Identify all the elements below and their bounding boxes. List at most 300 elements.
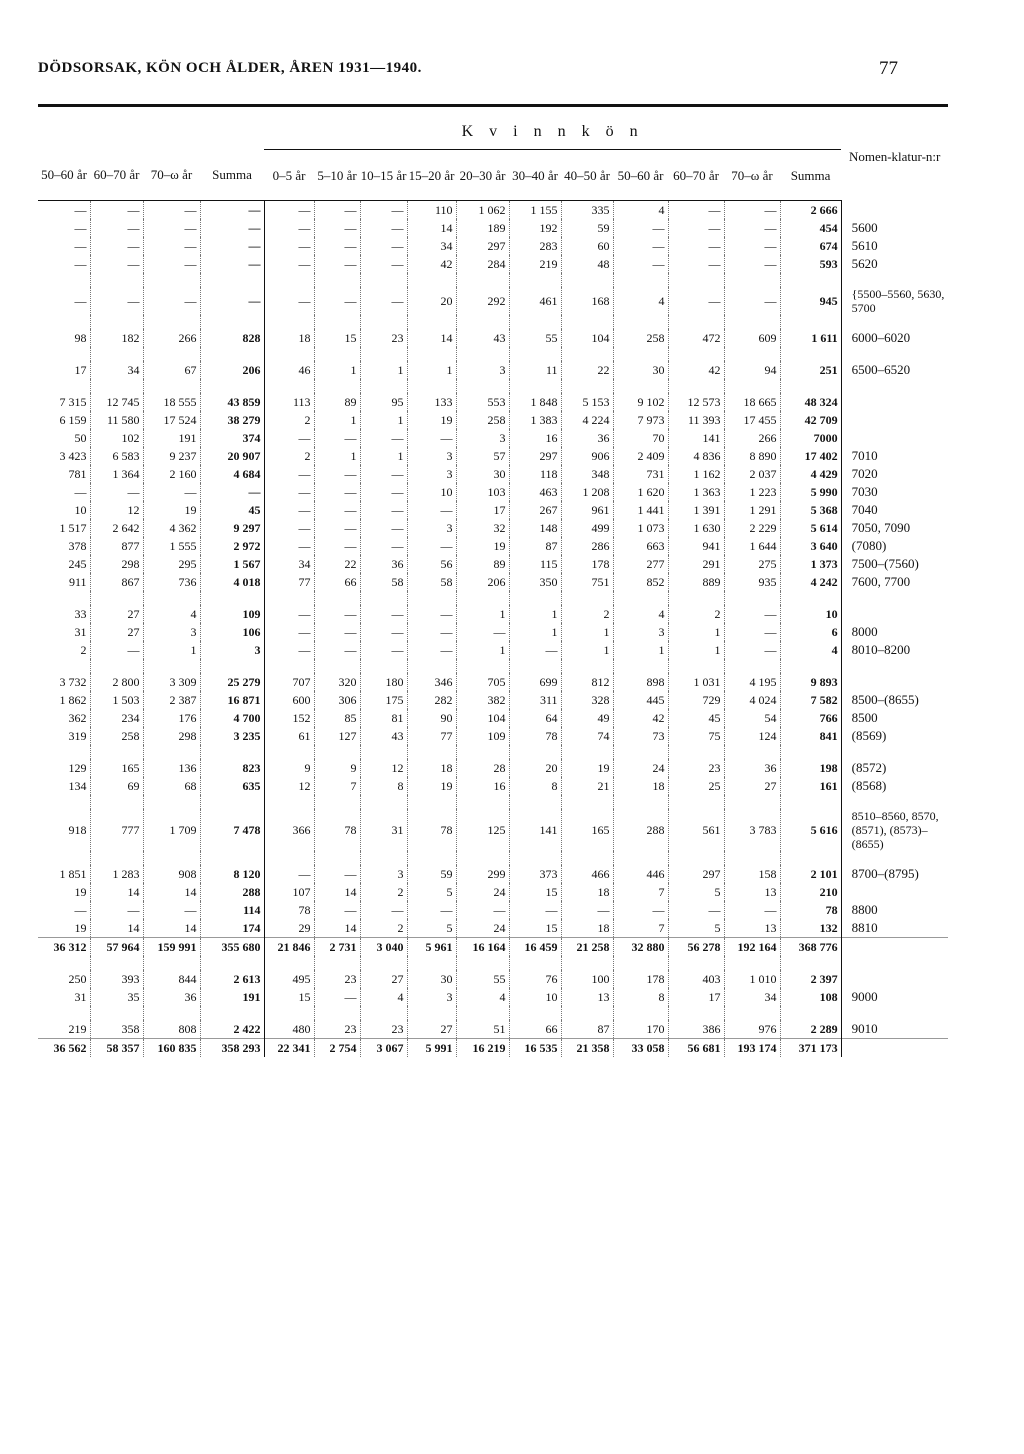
nomenclature-cell: 8700–(8795) [841, 865, 948, 883]
table-cell [360, 795, 407, 809]
table-cell: 17 524 [143, 411, 200, 429]
table-cell: 366 [264, 809, 314, 851]
table-cell: 73 [613, 727, 668, 745]
table-cell: 311 [509, 691, 561, 709]
header-rule [38, 104, 948, 107]
table-cell: 23 [360, 329, 407, 347]
table-cell: 1 517 [59, 521, 87, 535]
nomenclature-cell [841, 938, 948, 957]
table-cell: 561 [668, 809, 724, 851]
table-cell: 43 [360, 727, 407, 745]
table-cell: — [264, 623, 314, 641]
table-cell [407, 379, 456, 393]
table-cell: 16 459 [509, 938, 561, 957]
table-cell [613, 745, 668, 759]
table-cell: 16 871 [200, 691, 264, 709]
table-cell: 320 [314, 673, 360, 691]
table-cell: 1 155 [509, 201, 561, 220]
table-cell: 319 [68, 729, 87, 743]
table-cell: — [724, 219, 780, 237]
table-cell: 127 [314, 727, 360, 745]
table-cell: 16 164 [456, 938, 509, 957]
table-cell: 56 278 [668, 938, 724, 957]
table-cell: 19 [74, 921, 87, 935]
table-cell: 168 [561, 287, 613, 315]
table-cell: 403 [668, 970, 724, 988]
table-cell [314, 851, 360, 865]
table-cell: — [314, 483, 360, 501]
table-cell: 56 681 [668, 1039, 724, 1058]
table-cell [200, 315, 264, 329]
table-cell: 553 [456, 393, 509, 411]
table-cell [509, 956, 561, 970]
table-cell [314, 347, 360, 361]
table-cell: — [724, 901, 780, 919]
table-cell: 446 [613, 865, 668, 883]
table-cell: — [314, 237, 360, 255]
table-cell [264, 591, 314, 605]
table-cell: 258 [456, 411, 509, 429]
table-cell: — [360, 519, 407, 537]
table-cell: 58 [407, 573, 456, 591]
table-cell: 2 [668, 605, 724, 623]
table-cell [200, 1006, 264, 1020]
table-cell: 70 [613, 429, 668, 447]
table-cell [38, 315, 90, 329]
table-cell [724, 659, 780, 673]
column-header: 60–70 år [90, 150, 143, 201]
table-cell: 31 [360, 809, 407, 851]
table-cell: 48 324 [780, 393, 841, 411]
table-cell: 2 101 [780, 865, 841, 883]
column-header: 5–10 år [314, 150, 360, 201]
table-cell: 4 362 [143, 519, 200, 537]
table-cell: 297 [509, 447, 561, 465]
table-cell: 50 [74, 431, 87, 445]
table-cell: — [724, 237, 780, 255]
table-cell: 5 153 [561, 393, 613, 411]
table-cell: 210 [780, 883, 841, 901]
table-cell [561, 659, 613, 673]
table-cell [360, 347, 407, 361]
table-cell: 3 [613, 623, 668, 641]
table-row [38, 1006, 948, 1020]
table-row [38, 938, 948, 957]
table-cell [90, 851, 143, 865]
table-cell: 1 [314, 361, 360, 379]
table-cell: 3 [407, 447, 456, 465]
table-cell [38, 795, 90, 809]
table-cell: 9 297 [200, 519, 264, 537]
nomenclature-cell [841, 201, 948, 220]
table-cell: 6 159 [59, 413, 87, 427]
table-cell: 291 [668, 555, 724, 573]
table-cell: 19 [561, 759, 613, 777]
nomenclature-cell [841, 379, 948, 393]
table-cell: 3 [407, 519, 456, 537]
table-cell [509, 347, 561, 361]
table-cell: — [314, 623, 360, 641]
table-cell: 8 890 [724, 447, 780, 465]
table-cell: 107 [264, 883, 314, 901]
table-cell [360, 956, 407, 970]
table-cell: — [200, 483, 264, 501]
table-cell: 19 [407, 777, 456, 795]
table-row [38, 988, 948, 1006]
table-cell: 14 [407, 329, 456, 347]
nomenclature-cell [841, 273, 948, 287]
table-cell: — [360, 255, 407, 273]
table-cell [264, 956, 314, 970]
nomenclature-cell: (8568) [841, 777, 948, 795]
table-cell [668, 1006, 724, 1020]
table-cell: 1 851 [59, 867, 87, 881]
table-row [38, 605, 948, 623]
table-cell: 11 580 [90, 411, 143, 429]
table-cell: 98 [74, 331, 87, 345]
table-cell: 115 [509, 555, 561, 573]
table-cell: 1 [360, 361, 407, 379]
table-cell: 5 990 [780, 483, 841, 501]
nomenclature-cell: 5610 [841, 237, 948, 255]
table-cell: 935 [724, 573, 780, 591]
table-cell [143, 1006, 200, 1020]
table-cell: 19 [407, 411, 456, 429]
table-cell: — [90, 201, 143, 220]
table-cell: — [360, 287, 407, 315]
table-row [38, 287, 948, 315]
table-cell: 9 [264, 759, 314, 777]
table-cell: — [407, 623, 456, 641]
table-cell: 100 [561, 970, 613, 988]
table-cell: — [613, 901, 668, 919]
nomenclature-cell [841, 411, 948, 429]
table-cell: 2 [80, 643, 87, 657]
table-cell: 95 [360, 393, 407, 411]
table-row [38, 465, 948, 483]
table-cell: 2 [360, 919, 407, 938]
table-cell: 3 040 [360, 938, 407, 957]
table-cell: 45 [200, 501, 264, 519]
table-row [38, 361, 948, 379]
table-cell [561, 273, 613, 287]
table-cell [314, 795, 360, 809]
table-cell: 393 [90, 970, 143, 988]
table-cell: 76 [509, 970, 561, 988]
table-cell: 3 423 [59, 449, 87, 463]
table-cell: 378 [68, 539, 87, 553]
table-cell: 14 [90, 919, 143, 938]
table-cell: 1 [668, 641, 724, 659]
table-cell [38, 347, 90, 361]
table-cell: 13 [561, 988, 613, 1006]
table-cell: 29 [264, 919, 314, 938]
table-cell: 461 [509, 287, 561, 315]
table-cell [38, 956, 90, 970]
table-cell: — [264, 519, 314, 537]
table-cell: 17 [74, 363, 87, 377]
table-cell: 7 315 [59, 395, 87, 409]
table-cell: 192 164 [724, 938, 780, 957]
table-cell: — [74, 203, 87, 217]
table-cell: 61 [264, 727, 314, 745]
table-cell: — [264, 465, 314, 483]
table-cell: 4 024 [724, 691, 780, 709]
table-cell: 2 289 [780, 1020, 841, 1039]
table-cell: 961 [561, 501, 613, 519]
table-cell: 3 732 [59, 675, 87, 689]
table-cell: — [90, 483, 143, 501]
table-row [38, 573, 948, 591]
table-cell: 852 [613, 573, 668, 591]
table-cell: 36 562 [38, 1039, 90, 1058]
table-cell: — [360, 429, 407, 447]
table-cell: 288 [200, 883, 264, 901]
nomenclature-cell [841, 315, 948, 329]
table-row [38, 429, 948, 447]
table-cell: — [314, 988, 360, 1006]
column-header: 10–15 år [360, 150, 407, 201]
table-cell [143, 659, 200, 673]
table-cell: 906 [561, 447, 613, 465]
table-cell [456, 1006, 509, 1020]
table-cell: 8 120 [200, 865, 264, 883]
table-cell: 5 991 [407, 1039, 456, 1058]
table-cell: — [264, 429, 314, 447]
table-cell: 3 309 [143, 673, 200, 691]
table-cell [143, 273, 200, 287]
table-cell [200, 851, 264, 865]
table-cell: 297 [456, 237, 509, 255]
table-cell [509, 1006, 561, 1020]
table-cell [264, 851, 314, 865]
table-cell [264, 795, 314, 809]
table-cell: — [724, 201, 780, 220]
table-cell [780, 315, 841, 329]
table-cell: 908 [143, 865, 200, 883]
table-cell [613, 851, 668, 865]
table-cell [314, 956, 360, 970]
table-cell [668, 795, 724, 809]
table-cell: 5 616 [780, 809, 841, 851]
table-cell: 2 972 [200, 537, 264, 555]
table-cell [360, 1006, 407, 1020]
table-cell: 7 973 [613, 411, 668, 429]
table-cell [38, 273, 90, 287]
table-cell [724, 591, 780, 605]
table-cell: 828 [200, 329, 264, 347]
nomenclature-cell: 8810 [841, 919, 948, 938]
table-cell: 108 [780, 988, 841, 1006]
table-cell: 499 [561, 519, 613, 537]
table-cell: 918 [68, 823, 87, 837]
table-cell: — [90, 219, 143, 237]
table-cell [780, 956, 841, 970]
table-cell: 206 [456, 573, 509, 591]
table-row [38, 379, 948, 393]
table-cell [613, 591, 668, 605]
table-row [38, 501, 948, 519]
table-cell [143, 315, 200, 329]
table-cell: 59 [561, 219, 613, 237]
table-cell: — [200, 255, 264, 273]
table-cell: 17 [456, 501, 509, 519]
table-cell: 889 [668, 573, 724, 591]
table-cell: 32 [456, 519, 509, 537]
table-cell: 1 223 [724, 483, 780, 501]
table-cell: 9 893 [780, 673, 841, 691]
table-cell: — [407, 901, 456, 919]
table-cell [407, 273, 456, 287]
table-row [38, 447, 948, 465]
nomenclature-cell: 8010–8200 [841, 641, 948, 659]
table-cell: 18 555 [143, 393, 200, 411]
table-cell: 7 582 [780, 691, 841, 709]
table-cell: 7 [613, 919, 668, 938]
header-spacer [38, 113, 264, 150]
table-cell: — [456, 901, 509, 919]
table-cell: — [360, 605, 407, 623]
nomenclature-cell: 7020 [841, 465, 948, 483]
table-cell: 898 [613, 673, 668, 691]
table-cell: 266 [724, 429, 780, 447]
table-cell: 51 [456, 1020, 509, 1039]
table-cell: 781 [68, 467, 87, 481]
table-cell: 736 [143, 573, 200, 591]
table-cell [360, 315, 407, 329]
table-cell [724, 851, 780, 865]
table-cell: 472 [668, 329, 724, 347]
table-cell: 2 409 [613, 447, 668, 465]
table-cell: 176 [143, 709, 200, 727]
table-cell: 1 373 [780, 555, 841, 573]
table-cell: 170 [613, 1020, 668, 1039]
table-cell: 94 [724, 361, 780, 379]
table-cell: 729 [668, 691, 724, 709]
table-cell: — [264, 605, 314, 623]
table-cell [456, 956, 509, 970]
table-cell [90, 273, 143, 287]
table-cell: 90 [407, 709, 456, 727]
table-cell: 14 [143, 883, 200, 901]
table-cell [90, 347, 143, 361]
table-cell: — [668, 201, 724, 220]
table-cell: 15 [509, 919, 561, 938]
table-cell: 266 [143, 329, 200, 347]
table-cell: 1 291 [724, 501, 780, 519]
table-cell: 2 [264, 447, 314, 465]
table-cell: 4 [456, 988, 509, 1006]
table-cell: — [509, 641, 561, 659]
table-cell: 371 173 [780, 1039, 841, 1058]
nomenclature-cell: 7500–(7560) [841, 555, 948, 573]
table-cell: 15 [264, 988, 314, 1006]
table-cell: 2 754 [314, 1039, 360, 1058]
table-row [38, 537, 948, 555]
table-cell: 3 [407, 988, 456, 1006]
table-cell: 13 [724, 883, 780, 901]
table-cell: 68 [143, 777, 200, 795]
table-cell: 174 [200, 919, 264, 938]
table-cell: 136 [143, 759, 200, 777]
table-cell [143, 379, 200, 393]
table-cell: 1 862 [59, 693, 87, 707]
table-cell [314, 315, 360, 329]
table-cell: — [724, 623, 780, 641]
nomenclature-cell [841, 956, 948, 970]
table-cell [90, 379, 143, 393]
table-cell: 609 [724, 329, 780, 347]
table-cell: — [407, 605, 456, 623]
table-cell [668, 956, 724, 970]
table-cell [724, 795, 780, 809]
column-header: 15–20 år [407, 150, 456, 201]
table-cell: 3 [456, 361, 509, 379]
table-cell: 89 [314, 393, 360, 411]
table-cell: 3 067 [360, 1039, 407, 1058]
table-cell [360, 745, 407, 759]
table-cell [143, 851, 200, 865]
nomenclature-cell: 9010 [841, 1020, 948, 1039]
mortality-table [38, 113, 948, 1057]
table-row [38, 745, 948, 759]
table-cell: — [143, 287, 200, 315]
table-cell: 12 [360, 759, 407, 777]
table-cell [780, 795, 841, 809]
table-cell: — [509, 901, 561, 919]
table-row [38, 956, 948, 970]
table-cell: 911 [68, 575, 87, 589]
table-cell: 21 358 [561, 1039, 613, 1058]
table-cell: 844 [143, 970, 200, 988]
table-cell: — [200, 287, 264, 315]
column-header: 60–70 år [668, 150, 724, 201]
table-row [38, 315, 948, 329]
table-cell: 118 [509, 465, 561, 483]
table-cell: 1 162 [668, 465, 724, 483]
table-row [38, 901, 948, 919]
table-cell: 58 [360, 573, 407, 591]
table-cell: 867 [90, 573, 143, 591]
table-cell: — [264, 537, 314, 555]
table-cell: 23 [314, 970, 360, 988]
table-cell: — [314, 641, 360, 659]
table-cell: 3 [407, 465, 456, 483]
table-cell: 16 219 [456, 1039, 509, 1058]
table-cell: — [74, 239, 87, 253]
table-cell [143, 745, 200, 759]
table-cell: — [264, 865, 314, 883]
table-cell: — [360, 537, 407, 555]
table-cell: 22 [561, 361, 613, 379]
table-cell: — [314, 519, 360, 537]
table-cell [561, 379, 613, 393]
table-cell: 355 680 [200, 938, 264, 957]
nomenclature-cell: (8572) [841, 759, 948, 777]
table-cell [668, 347, 724, 361]
table-cell: 374 [200, 429, 264, 447]
table-cell: — [200, 201, 264, 220]
table-cell [724, 1006, 780, 1020]
table-cell: — [314, 865, 360, 883]
table-cell: 350 [509, 573, 561, 591]
table-cell: 35 [90, 988, 143, 1006]
table-cell [360, 591, 407, 605]
table-row [38, 919, 948, 938]
table-cell: 284 [456, 255, 509, 273]
table-cell: — [314, 219, 360, 237]
table-cell [456, 347, 509, 361]
